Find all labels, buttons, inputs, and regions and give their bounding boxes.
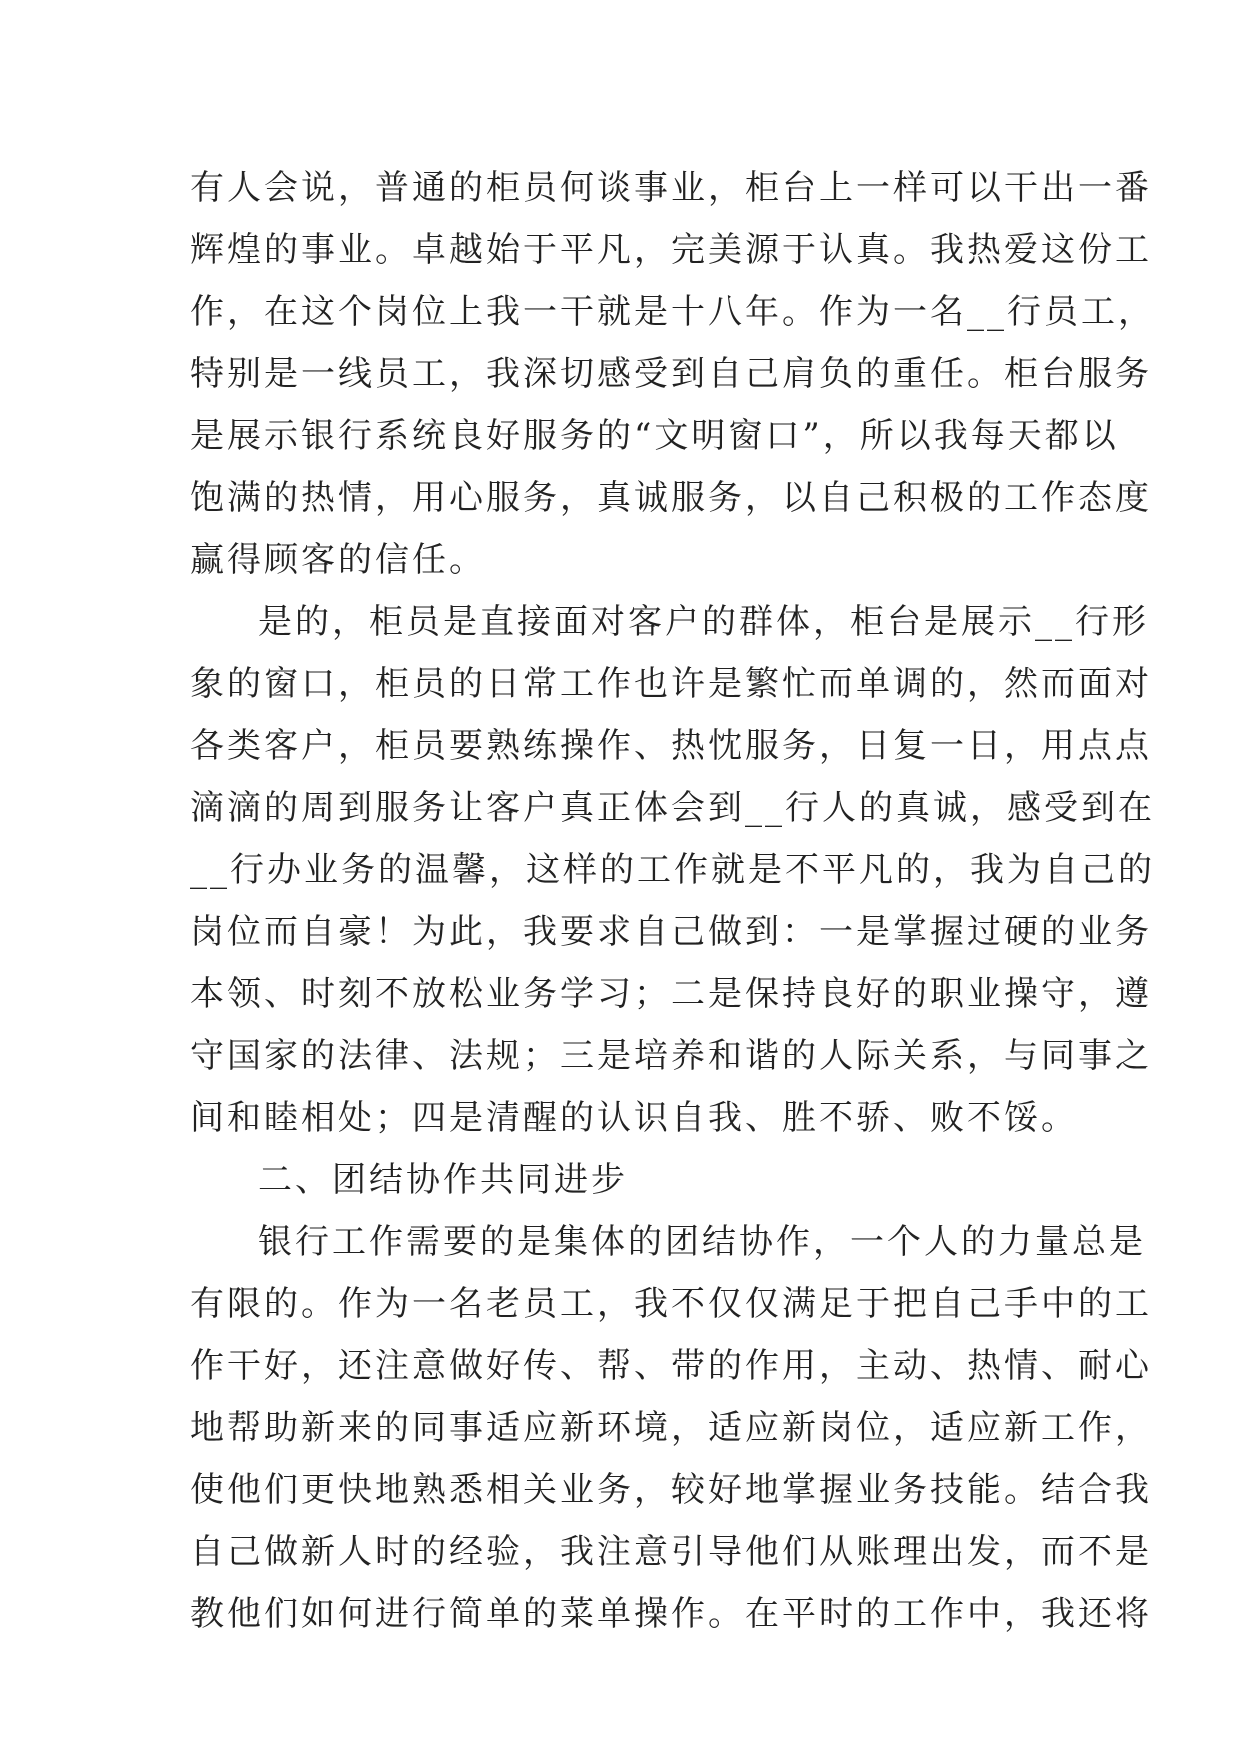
text-line: 有限的。作为一名老员工，我不仅仅满足于把自己手中的工 bbox=[190, 1284, 1152, 1324]
text-line: 辉煌的事业。卓越始于平凡，完美源于认真。我热爱这份工 bbox=[190, 230, 1152, 270]
text-line: 作干好，还注意做好传、帮、带的作用，主动、热情、耐心 bbox=[190, 1346, 1152, 1386]
text-line: __行办业务的温馨，这样的工作就是不平凡的，我为自己的 bbox=[190, 850, 1155, 890]
section-heading: 二、团结协作共同进步 bbox=[258, 1160, 628, 1200]
text-line: 是展示银行系统良好服务的“文明窗口”，所以我每天都以 bbox=[190, 416, 1119, 456]
text-line: 饱满的热情，用心服务，真诚服务，以自己积极的工作态度 bbox=[190, 478, 1152, 518]
text-line: 教他们如何进行简单的菜单操作。在平时的工作中，我还将 bbox=[190, 1594, 1152, 1634]
text-line: 各类客户，柜员要熟练操作、热忱服务，日复一日，用点点 bbox=[190, 726, 1152, 766]
text-line: 象的窗口，柜员的日常工作也许是繁忙而单调的，然而面对 bbox=[190, 664, 1152, 704]
document-body bbox=[190, 157, 1155, 1645]
text-line: 本领、时刻不放松业务学习；二是保持良好的职业操守，遵 bbox=[190, 974, 1152, 1014]
text-line: 自己做新人时的经验，我注意引导他们从账理出发，而不是 bbox=[190, 1532, 1152, 1572]
text-line: 有人会说，普通的柜员何谈事业，柜台上一样可以干出一番 bbox=[190, 168, 1152, 208]
text-line: 作，在这个岗位上我一干就是十八年。作为一名__行员工， bbox=[190, 292, 1155, 332]
text-line: 赢得顾客的信任。 bbox=[190, 540, 486, 580]
text-line: 守国家的法律、法规；三是培养和谐的人际关系，与同事之 bbox=[190, 1036, 1152, 1076]
text-line: 间和睦相处；四是清醒的认识自我、胜不骄、败不馁。 bbox=[190, 1098, 1078, 1138]
paragraph-first-line: 银行工作需要的是集体的团结协作，一个人的力量总是 bbox=[258, 1222, 1146, 1262]
text-line: 使他们更快地熟悉相关业务，较好地掌握业务技能。结合我 bbox=[190, 1470, 1152, 1510]
text-line: 滴滴的周到服务让客户真正体会到__行人的真诚，感受到在 bbox=[190, 788, 1155, 828]
paragraph-first-line: 是的，柜员是直接面对客户的群体，柜台是展示__行形 bbox=[258, 602, 1149, 642]
text-line: 特别是一线员工，我深切感受到自己肩负的重任。柜台服务 bbox=[190, 354, 1152, 394]
text-line: 岗位而自豪！为此，我要求自己做到：一是掌握过硬的业务 bbox=[190, 912, 1152, 952]
text-line: 地帮助新来的同事适应新环境，适应新岗位，适应新工作， bbox=[190, 1408, 1152, 1448]
